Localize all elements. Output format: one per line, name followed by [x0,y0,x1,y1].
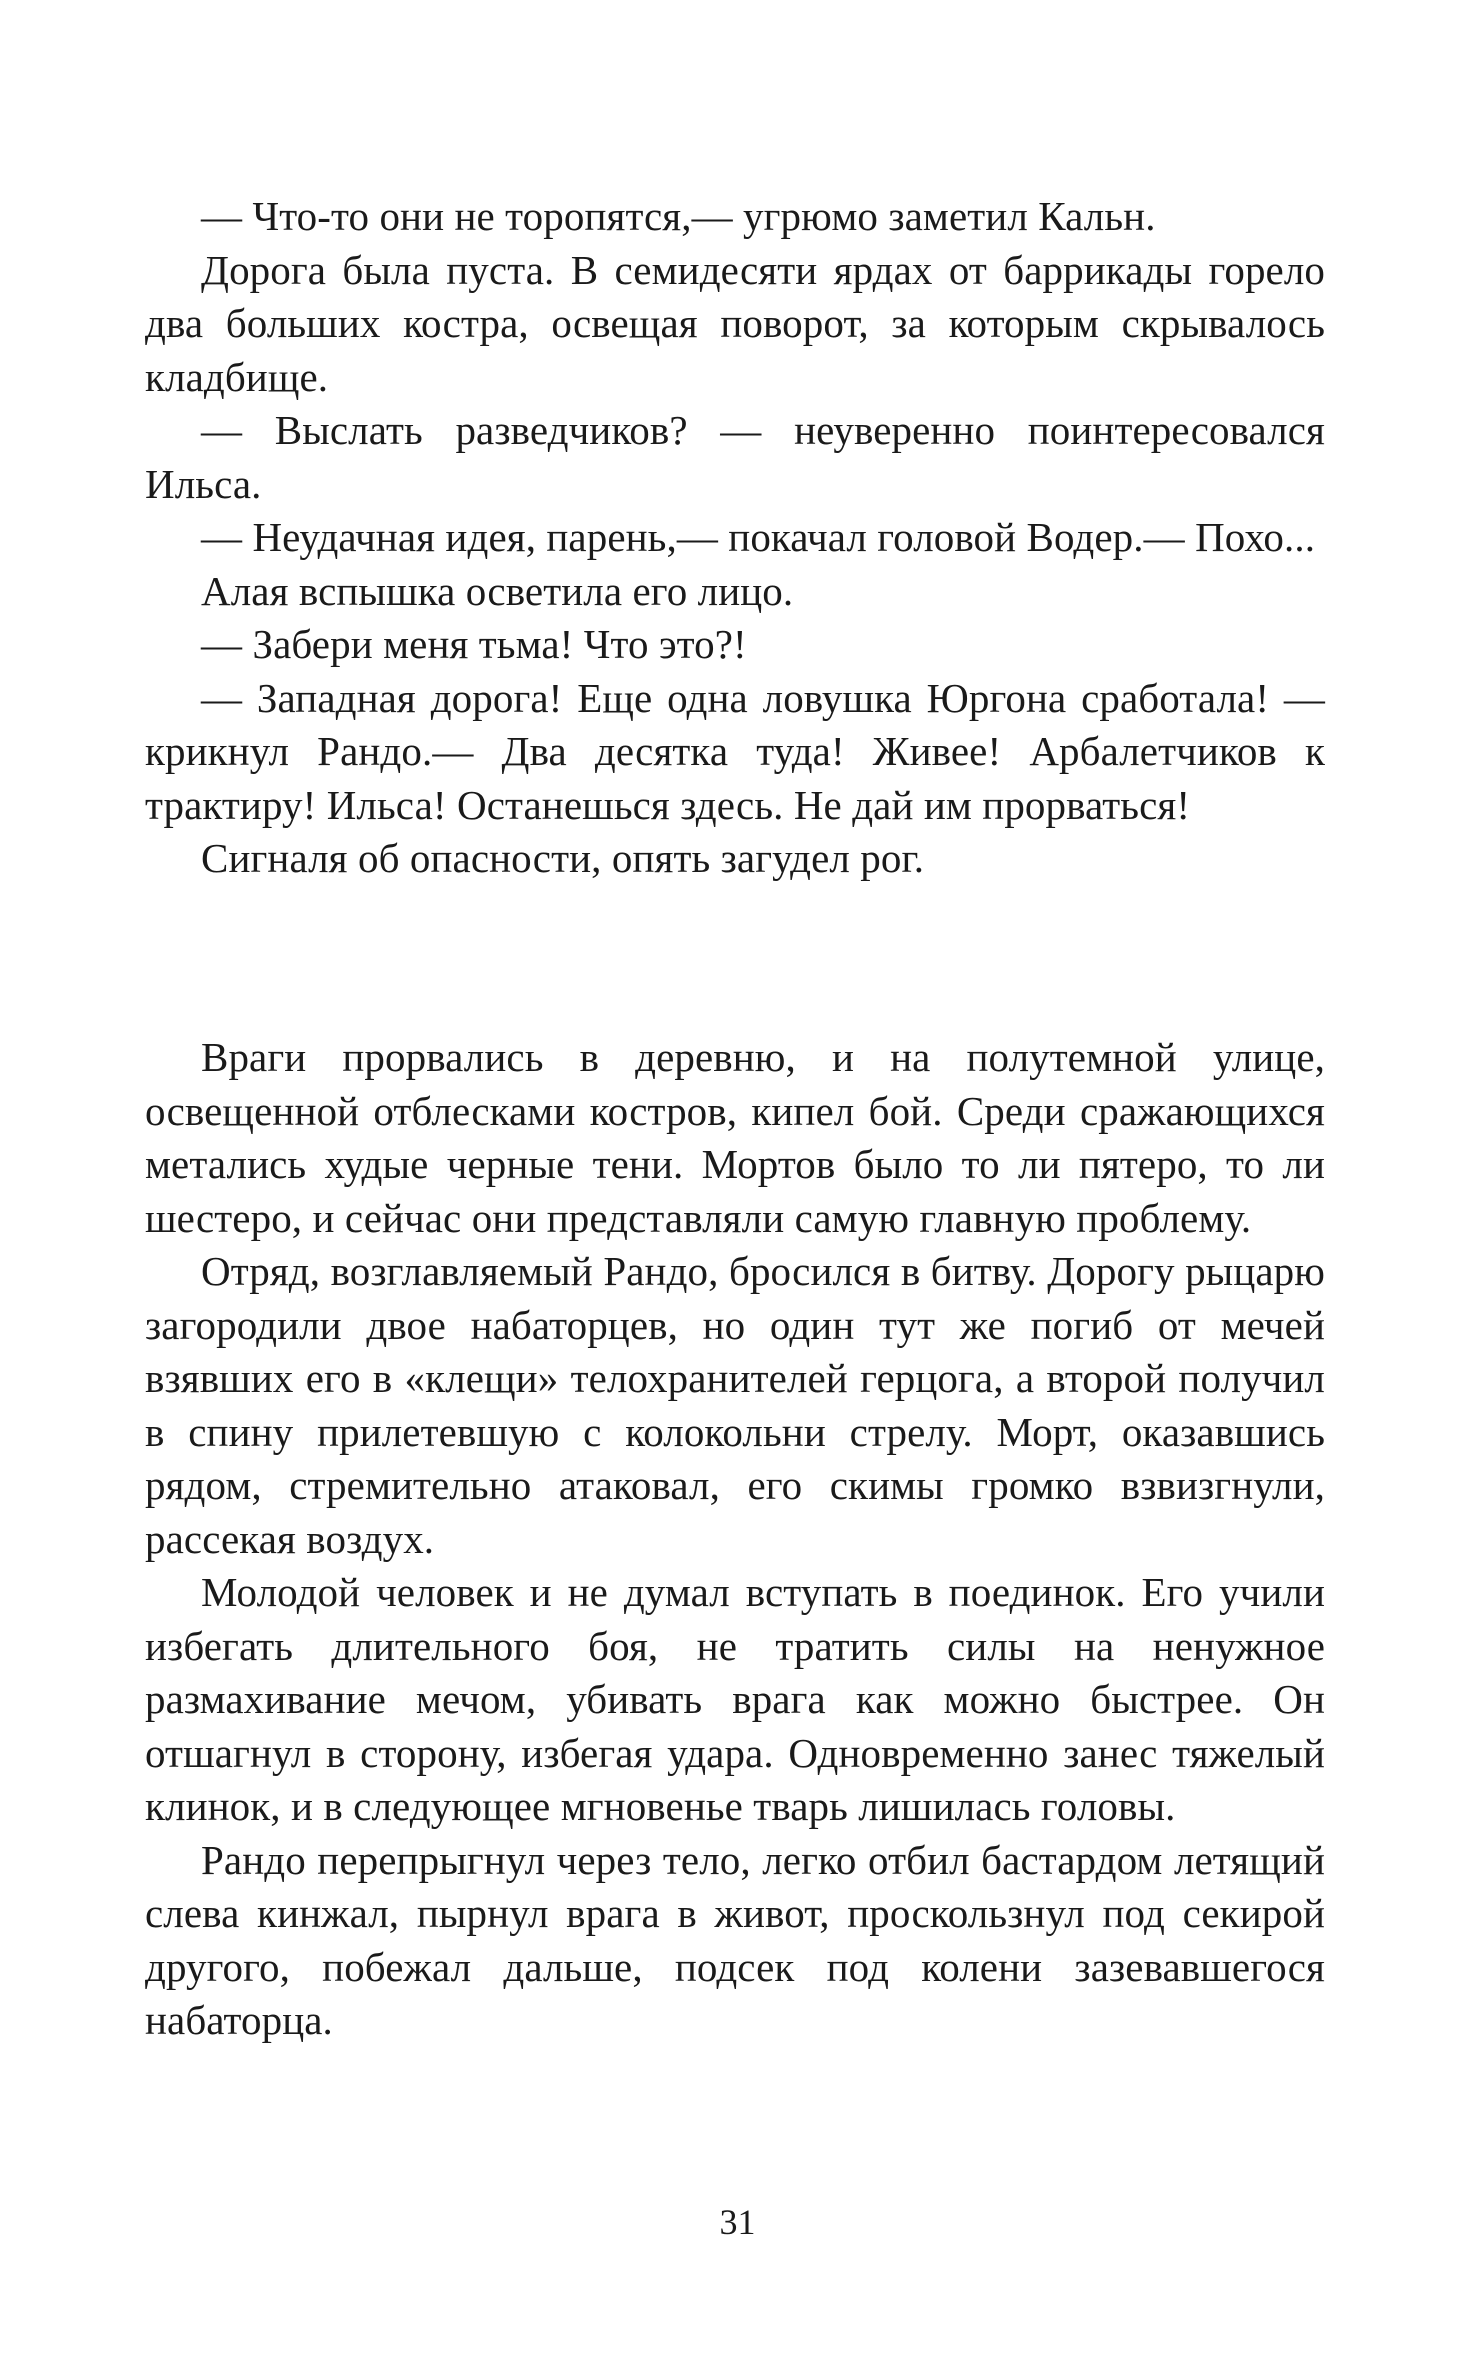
paragraph: — Выслать разведчиков? — неуверенно поинтересовался Ильса. [145,407,1325,507]
paragraph: Алая вспышка осветила его лицо. [201,567,794,614]
page-number: 31 [719,2202,756,2242]
paragraph: Молодой человек и не думал вступать в поединок. Его учили избегать длительного боя, не тратить силы на ненужное размахивание мечом, убивать врага как можно быстрее. Он отшагнул в сторону, избегая удара. Одновременно занес тяжелый клинок, и в следующее мгновенье тварь лишилась головы. [145,1569,1325,1829]
paragraph: — Что-то они не торопятся,— угрюмо заметил Кальн. [201,193,1156,239]
text-section-2 [145,1031,1325,2048]
paragraph: — Западная дорога! Еще одна ловушка Юргона сработала! — крикнул Рандо.— Два десятка туда! Живее! Арбалетчиков к трактиру! Ильса! Останешься здесь. Не дай им прорваться! [145,674,1325,828]
text-section-1 [145,190,1325,886]
paragraph: Сигналя об опасности, опять загудел рог. [201,835,925,881]
paragraph: Рандо перепрыгнул через тело, легко отбил бастардом летящий слева кинжал, пырнул врага в живот, проскользнул под секирой другого, побежал дальше, подсек под колени зазевавшегося набаторца. [145,1836,1325,2043]
paragraph: Враги прорвались в деревню, и на полутемной улице, освещенной отблесками костров, кипел бой. Среди сражающихся метались худые черные тени. Мортов было то ли пятеро, то ли шестеро, и сейчас они представляли самую главную проблему. [145,1034,1325,1241]
paragraph: Отряд, возглавляемый Рандо, бросился в битву. Дорогу рыцарю загородили двое набаторцев, но один тут же погиб от мечей взявших его в «клещи» телохранителей герцога, а второй получил в спину прилетевшую с колокольни стрелу. Морт, оказавшись рядом, стремительно атаковал, его скимы громко взвизгнули, рассекая воздух. [145,1248,1325,1562]
paragraph: Дорога была пуста. В семидесяти ярдах от баррикады горело два больших костра, освещая поворот, за которым скрывалось кладбище. [145,246,1325,400]
paragraph: — Забери меня тьма! Что это?! [201,621,747,667]
paragraph: — Неудачная идея, парень,— покачал головой Водер.— Похо... [201,514,1316,560]
